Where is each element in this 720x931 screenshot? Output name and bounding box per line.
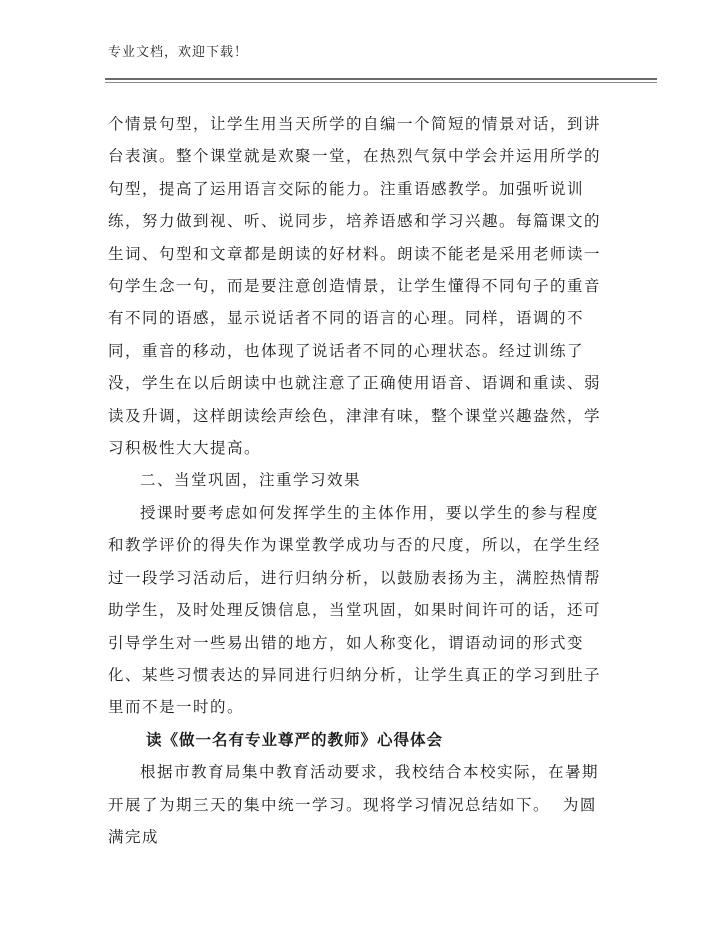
body-paragraph: 授课时要考虑如何发挥学生的主体作用，要以学生的参与程度和教学评价的得失作为课堂教学成功与否的尺度，所以，在学生经过一段学习活动后，进行归纳分析，以鼓励表扬为主，满腔热情帮助学生，及时处理反馈信息，当堂巩固，如果时间许可的话，还可引导学生对一些易出错的地方，如人称变化，谓语动词的形式变化、某些习惯表达的异同进行归纳分析，让学生真正的学习到肚子里而不是一时的。	[108, 503, 602, 717]
body-paragraph: 根据市教育局集中教育活动要求，我校结合本校实际，在暑期开展了为期三天的集中统一学习。现将学习情况总结如下。 为圆满完成	[108, 763, 600, 846]
header-rule-thin	[105, 82, 657, 83]
document-body	[108, 108, 610, 853]
body-paragraph: 个情景句型，让学生用当天所学的自编一个简短的情景对话，到讲台表演。整个课堂就是欢聚一堂，在热烈气氛中学会并运用所学的句型，提高了运用语言交际的能力。注重语感教学。加强听说训练，努力做到视、听、说同步，培养语感和学习兴趣。每篇课文的生词、句型和文章都是朗读的好材料。朗读不能老是采用老师读一句学生念一句，而是要注意创造情景，让学生懂得不同句子的重音有不同的语感，显示说话者不同的语言的心理。同样，语调的不同，重音的移动，也体现了说话者不同的心理状态。经过训练了没，学生在以后朗读中也就注意了正确使用语音、语调和重读、弱读及升调，这样朗读绘声绘色，津津有味，整个课堂兴趣盎然，学习积极性大大提高。	[108, 115, 602, 458]
page-header: 专业文档，欢迎下载！	[108, 45, 249, 60]
header-rule	[105, 78, 657, 80]
article-title: 读《做一名有专业尊严的教师》心得体会	[146, 730, 444, 749]
section-heading: 二、当堂巩固，注重学习效果	[140, 471, 362, 490]
